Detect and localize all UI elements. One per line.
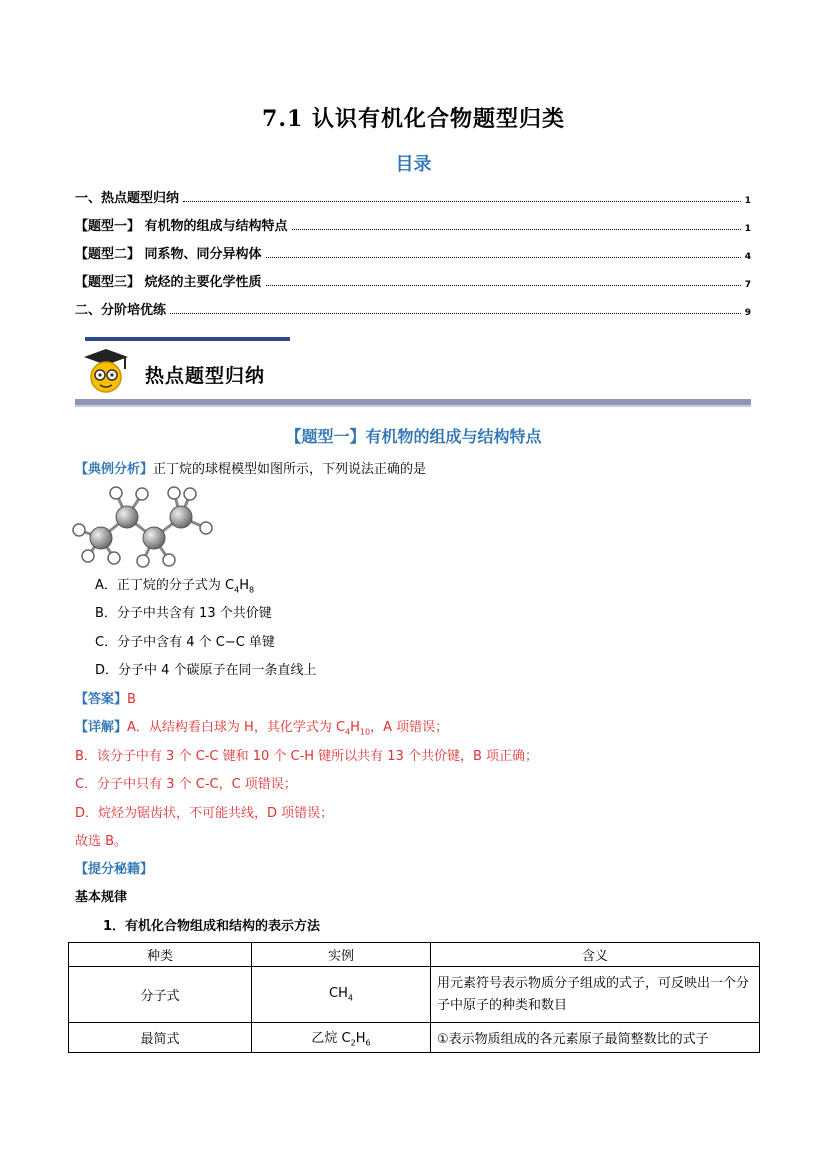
example-question: 正丁烷的球棍模型如图所示，下列说法正确的是 xyxy=(153,462,427,477)
table-cell-example xyxy=(252,1023,431,1053)
subscript: 6 xyxy=(365,1038,371,1048)
toc-leader xyxy=(266,285,741,286)
table-row xyxy=(69,967,760,1023)
table-cell-meaning: 用元素符号表示物质分子组成的式子，可反映出一个分子中原子的种类和数目 xyxy=(431,967,760,1023)
toc-leader xyxy=(292,229,741,230)
toc-label: 【题型二】 同系物、同分异构体 xyxy=(75,247,262,262)
document-title: 7.1 认识有机化合物题型归类 xyxy=(262,106,565,132)
detail-line: B．该分子中有 3 个 C-C 键和 10 个 C-H 键所以共有 13 个共价键，B 项正确； xyxy=(75,749,539,764)
section-banner xyxy=(75,337,751,409)
detail-line: 故选 B。 xyxy=(75,834,128,849)
banner-bottom-line xyxy=(75,405,751,407)
answer-line xyxy=(75,688,136,707)
rule-heading: 基本规律 xyxy=(75,890,128,905)
answer-tag: 【答案】 xyxy=(75,692,128,707)
option-d: D．分子中 4 个碳原子在同一条直线上 xyxy=(95,663,317,678)
example-question-line xyxy=(75,458,426,477)
example-text: H xyxy=(355,1031,366,1047)
toc-label: 二、分阶培优练 xyxy=(75,303,167,318)
toc-leader xyxy=(266,257,741,258)
table-cell-kind: 分子式 xyxy=(69,967,252,1023)
butane-ball-stick-model xyxy=(70,482,215,570)
toc-label: 一、热点题型归纳 xyxy=(75,191,180,206)
option-c: C．分子中含有 4 个 C−C 单键 xyxy=(95,635,275,650)
subscript: 8 xyxy=(248,585,255,595)
toc-leader xyxy=(183,201,741,202)
representation-table xyxy=(68,942,760,1053)
example-text: CH xyxy=(329,986,348,1002)
banner-top-bar xyxy=(85,337,290,341)
detail-text: A．从结构看白球为 H，其化学式为 C xyxy=(127,720,346,735)
toc-row[interactable] xyxy=(75,242,751,262)
answer-value: B xyxy=(127,692,136,707)
rule-subheading: 1．有机化合物组成和结构的表示方法 xyxy=(103,919,321,934)
toc-leader xyxy=(170,313,741,314)
toc-row[interactable] xyxy=(75,270,751,290)
subscript: 2 xyxy=(350,1038,356,1048)
option-a-text: H xyxy=(239,578,249,593)
section-title: 【题型一】有机物的组成与结构特点 xyxy=(285,427,542,446)
detail-text: ，A 项错误； xyxy=(370,720,449,735)
detail-line xyxy=(75,716,448,737)
toc-page: 1 xyxy=(744,196,751,206)
tips-tag: 【提分秘籍】 xyxy=(75,862,154,877)
subscript: 10 xyxy=(359,727,371,737)
subscript: 4 xyxy=(347,993,353,1003)
toc-label: 【题型一】 有机物的组成与结构特点 xyxy=(75,219,288,234)
toc-row[interactable] xyxy=(75,214,751,234)
table-header: 种类 xyxy=(69,943,252,967)
toc-page: 9 xyxy=(744,308,751,318)
option-a xyxy=(95,574,254,595)
table-header: 含义 xyxy=(431,943,760,967)
detail-tag: 【详解】 xyxy=(75,720,128,735)
detail-line: C．分子中只有 3 个 C-C，C 项错误； xyxy=(75,777,297,792)
toc-heading: 目录 xyxy=(395,154,432,175)
toc-row[interactable] xyxy=(75,298,751,318)
detail-text: H xyxy=(350,720,360,735)
table-cell-meaning: ①表示物质组成的各元素原子最简整数比的式子 xyxy=(431,1023,760,1053)
option-a-text: A．正丁烷的分子式为 C xyxy=(95,578,235,593)
toc-label: 【题型三】 烷烃的主要化学性质 xyxy=(75,275,262,290)
subscript: 4 xyxy=(345,727,351,737)
toc-page: 4 xyxy=(744,252,751,262)
subscript: 4 xyxy=(234,585,240,595)
detail-line: D．烷烃为锯齿状，不可能共线，D 项错误； xyxy=(75,806,334,821)
table-cell-kind: 最简式 xyxy=(69,1023,252,1053)
example-tag: 【典例分析】 xyxy=(75,462,154,477)
option-b: B．分子中共含有 13 个共价键 xyxy=(95,606,272,621)
table-header-row xyxy=(69,943,760,967)
example-text: 乙烷 C xyxy=(311,1031,351,1047)
toc-page: 1 xyxy=(744,224,751,234)
toc-row[interactable] xyxy=(75,186,751,206)
table-cell-example xyxy=(252,967,431,1023)
table-header: 实例 xyxy=(252,943,431,967)
banner-text: 热点题型归纳 xyxy=(145,365,266,387)
table-row xyxy=(69,1023,760,1053)
toc-page: 7 xyxy=(744,280,751,290)
scholar-icon xyxy=(80,345,132,395)
